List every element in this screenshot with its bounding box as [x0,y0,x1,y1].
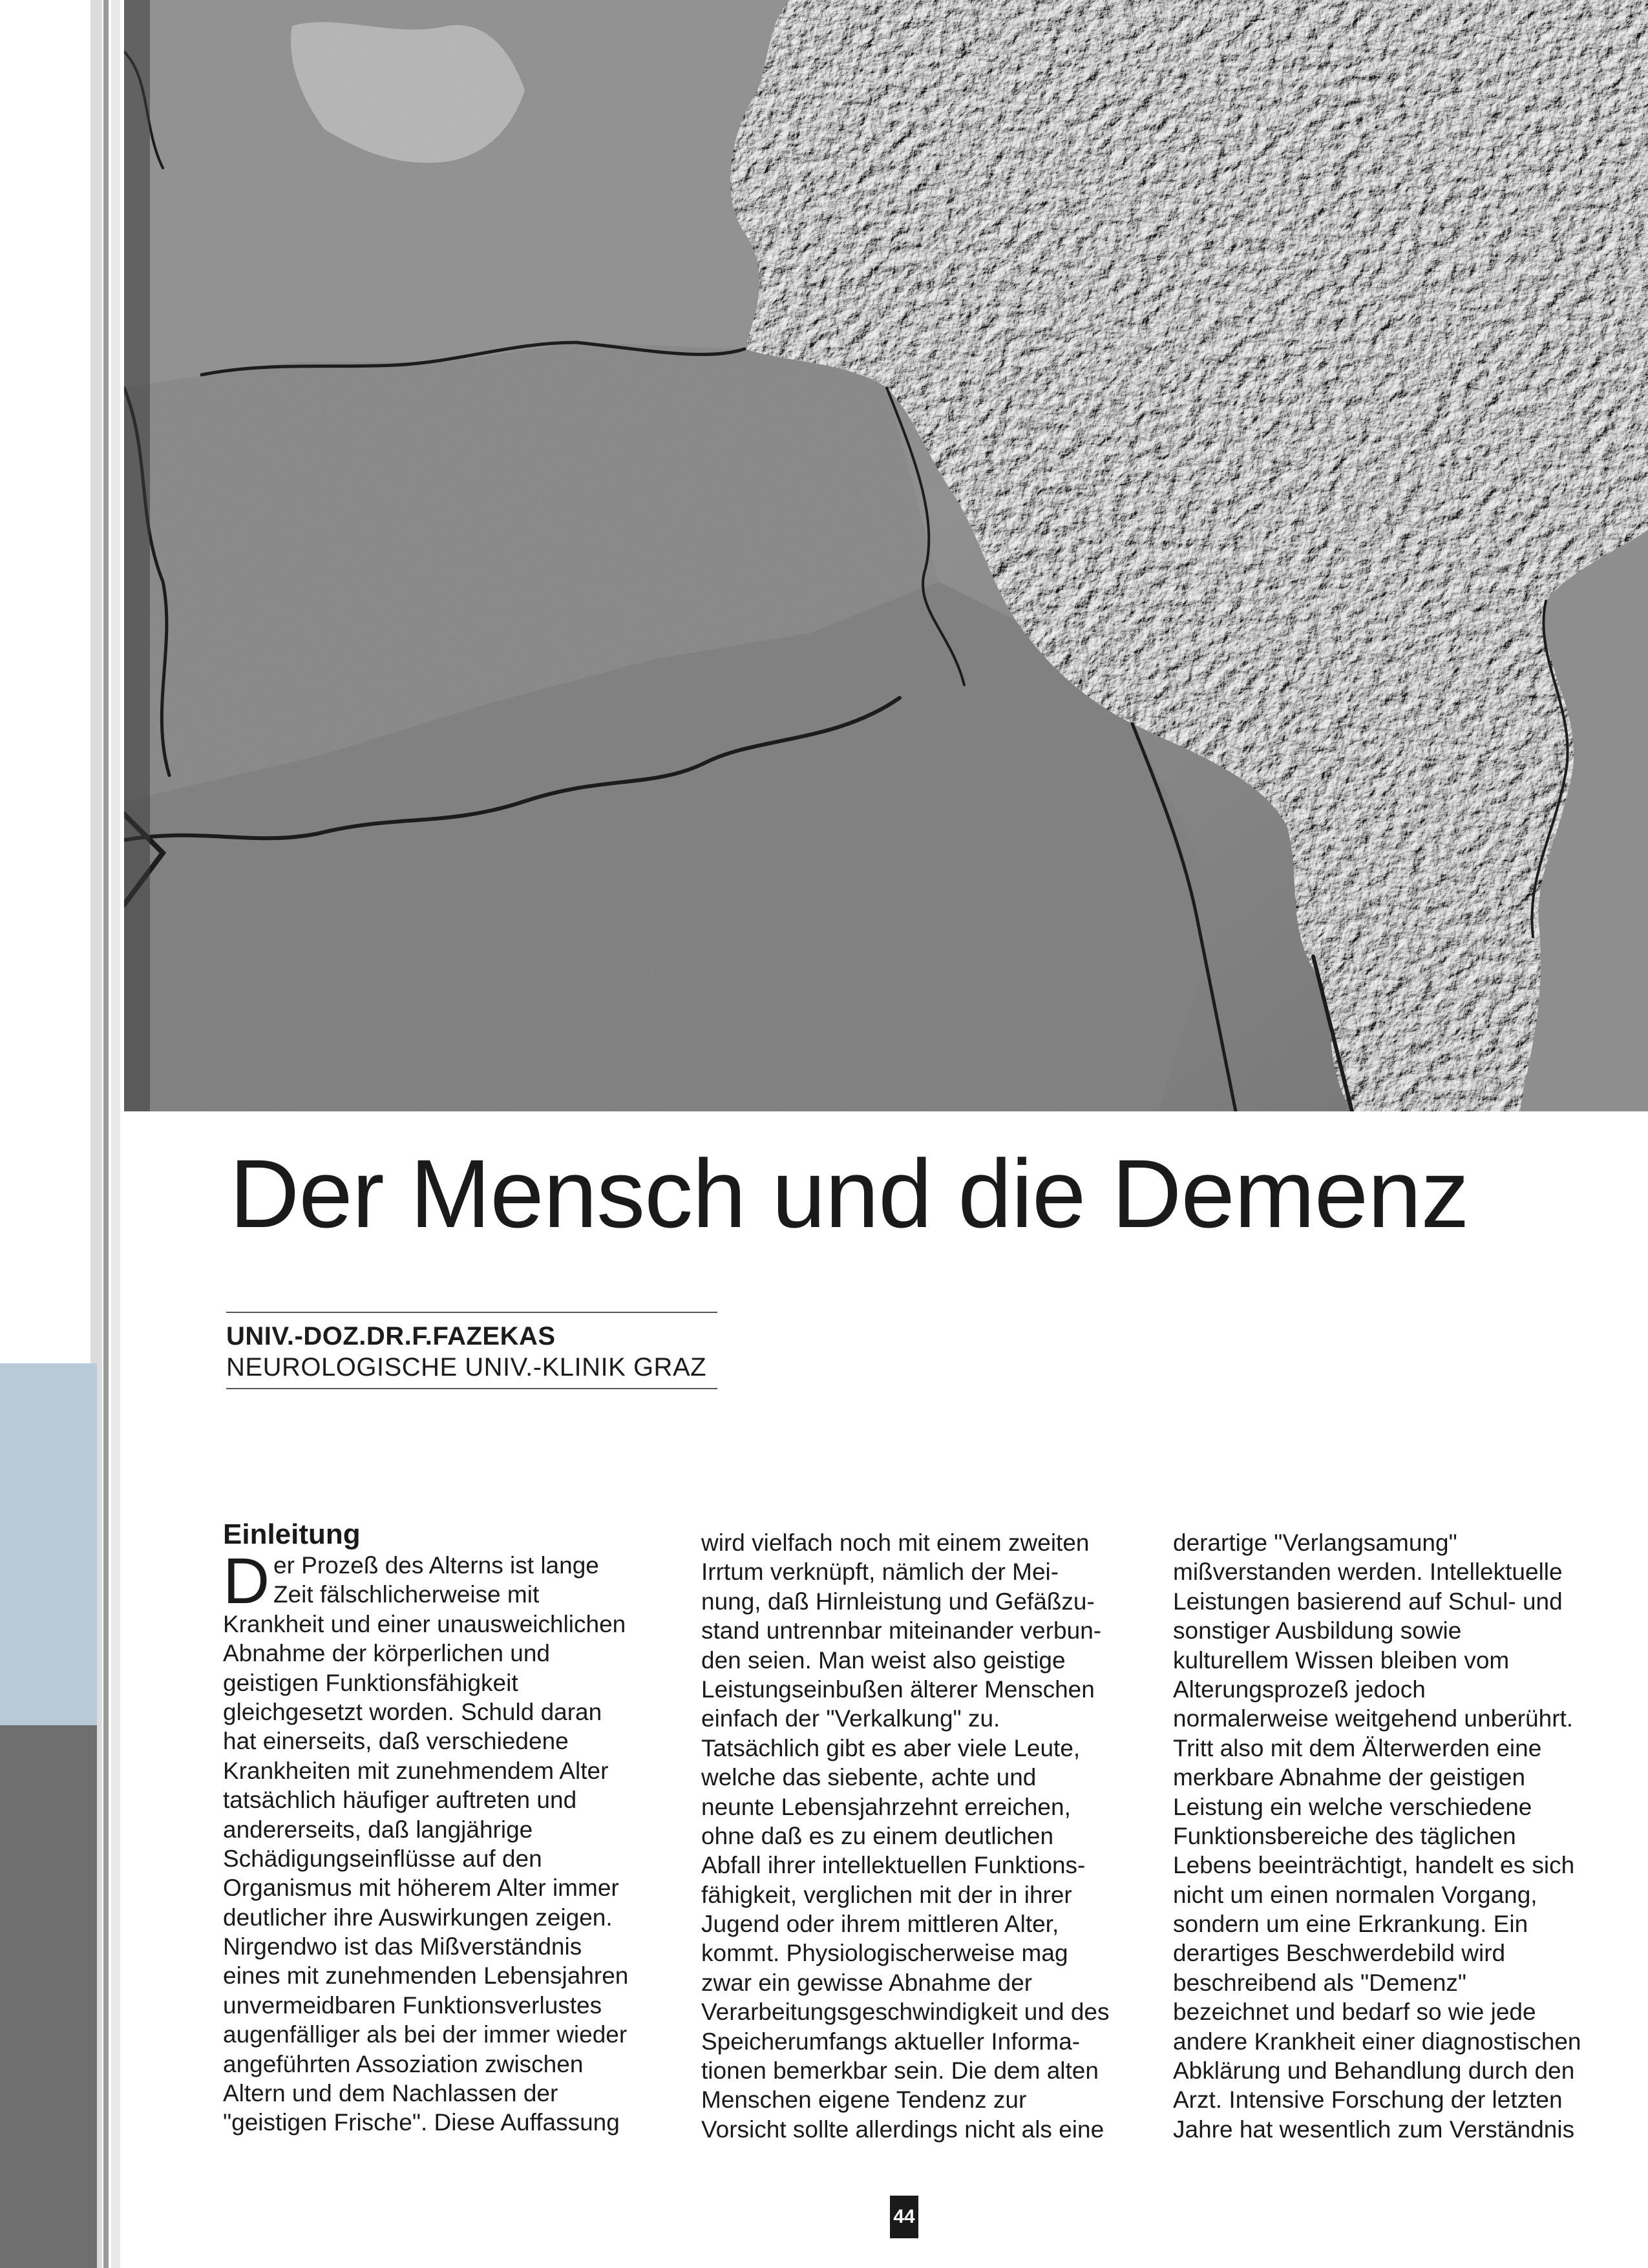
article-title: Der Mensch und die Demenz [229,1139,1469,1248]
text-line: hat einerseits, daß verschiedene [223,1728,569,1755]
text-line: geistigen Funktionsfähigkeit [223,1669,518,1696]
text-line: Lebens beeinträchtigt, handelt es sich [1173,1852,1575,1879]
text-line: augenfälliger als bei der immer wieder [223,2021,628,2048]
text-line: kommt. Physiologischerweise mag [701,1940,1068,1967]
text-line: neunte Lebensjahrzehnt erreichen, [701,1793,1071,1820]
adjacent-page-blue [0,1363,97,1725]
text-line: nicht um einen normalen Vorgang, [1173,1881,1537,1908]
text-line: einfach der "Verkalkung" zu. [701,1705,1000,1732]
text-line: Jugend oder ihrem mittleren Alter, [701,1911,1059,1938]
section-heading: Einleitung [223,1518,361,1550]
text-line: den seien. Man weist also geistige [701,1646,1066,1674]
text-line: Vorsicht sollte allerdings nicht als eine [701,2116,1104,2143]
text-line: tatsächlich häufiger auftreten und [223,1787,577,1814]
text-line: "geistigen Frische". Diese Auffassung [223,2109,620,2136]
text-line: Verarbeitungsgeschwindigkeit und des [701,1999,1110,2026]
article-column-3 [1173,1528,1600,2144]
cracked-wall-photo [124,0,1648,1111]
text-line: Altern und dem Nachlassen der [223,2080,558,2107]
text-line: derartiges Beschwerdebild wird [1173,1940,1506,1967]
text-line: Leistung ein welche verschiedene [1173,1793,1532,1820]
text-line: kulturellem Wissen bleiben vom [1173,1646,1510,1674]
text-line: Menschen eigene Tendenz zur [701,2086,1027,2114]
text-line: Arzt. Intensive Forschung der letzten [1173,2086,1563,2114]
text-line: zwar ein gewisse Abnahme der [701,1969,1033,1996]
text-line: eines mit zunehmenden Lebensjahren [223,1962,629,1990]
text-line: ohne daß es zu einem deutlichen [701,1822,1054,1849]
text-line: Abfall ihrer intellektuellen Funktions- [701,1852,1086,1879]
text-line: merkbare Abnahme der geistigen [1173,1764,1526,1791]
text-line: normalerweise weitgehend unberührt. [1173,1705,1574,1732]
author-bottom-rule [226,1388,717,1389]
author-top-rule [226,1312,717,1313]
text-line: fähigkeit, verglichen mit der in ihrer [701,1881,1072,1908]
text-line: beschreibend als "Demenz" [1173,1969,1467,1996]
drop-cap: D [223,1545,270,1617]
text-line: unvermeidbaren Funktionsverlustes [223,1991,602,2019]
author-affiliation: NEUROLOGISCHE UNIV.-KLINIK GRAZ [226,1353,707,1381]
adjacent-page-dark [0,1725,97,2268]
text-line: derartige "Verlangsamung" [1173,1529,1457,1556]
text-line: Schädigungseinflüsse auf den [223,1845,542,1872]
text-line: gleichgesetzt worden. Schuld daran [223,1698,602,1725]
text-line: Tritt also mit dem Älterwerden eine [1173,1734,1542,1761]
text-line: wird vielfach noch mit einem zweiten [701,1529,1090,1556]
article-column-1 [223,1518,650,2137]
text-line: Irrtum verknüpft, nämlich der Mei- [701,1559,1059,1586]
text-line: tionen bemerkbar sein. Die dem alten [701,2057,1099,2084]
text-line: Alterungsprozeß jedoch [1173,1675,1426,1703]
page-number: 44 [890,2196,918,2238]
text-line: Leistungen basierend auf Schul- und [1173,1588,1563,1615]
text-line: er Prozeß des Alterns ist lange [273,1552,599,1579]
first-paragraph [223,1545,650,2137]
text-line: Krankheiten mit zunehmendem Alter [223,1757,609,1784]
text-line: nung, daß Hirnleistung und Gefäßzu- [701,1588,1095,1615]
text-line: deutlicher ihre Auswirkungen zeigen. [223,1904,613,1931]
text-line: Abnahme der körperlichen und [223,1640,550,1667]
text-line: Leistungseinbußen älterer Menschen [701,1675,1095,1703]
author-block [226,1312,717,1389]
page-edge-stripe [103,0,109,2268]
text-line: sonstiger Ausbildung sowie [1173,1617,1462,1644]
text-line: Jahre hat wesentlich zum Verständnis [1173,2116,1575,2143]
page-edge-stripe [111,0,120,2268]
text-line: angeführten Assoziation zwischen [223,2050,584,2077]
text-line: andererseits, daß langjährige [223,1816,533,1843]
article-column-2 [701,1528,1128,2144]
text-line: sondern um eine Erkrankung. Ein [1173,1911,1528,1938]
text-line: bezeichnet und bedarf so wie jede [1173,1999,1536,2026]
text-line: Speicherumfangs aktueller Informa- [701,2028,1081,2055]
scan-page-edge [0,0,129,2268]
author-name: UNIV.-DOZ.DR.F.FAZEKAS [226,1322,556,1350]
text-line: Nirgendwo ist das Mißverständnis [223,1933,582,1960]
text-line: Abklärung und Behandlung durch den [1173,2057,1575,2084]
text-line: andere Krankheit einer diagnostischen [1173,2028,1581,2055]
text-line: mißverstanden werden. Intellektuelle [1173,1559,1563,1586]
text-line: Krankheit und einer unausweichlichen [223,1610,626,1637]
text-line: Funktionsbereiche des täglichen [1173,1822,1516,1849]
text-line: Organismus mit höherem Alter immer [223,1874,619,1902]
text-line: Zeit fälschlicherweise mit [273,1581,540,1608]
text-line: Tatsächlich gibt es aber viele Leute, [701,1734,1081,1761]
text-line: welche das siebente, achte und [701,1764,1037,1791]
text-line: stand untrennbar miteinander verbun- [701,1617,1102,1644]
